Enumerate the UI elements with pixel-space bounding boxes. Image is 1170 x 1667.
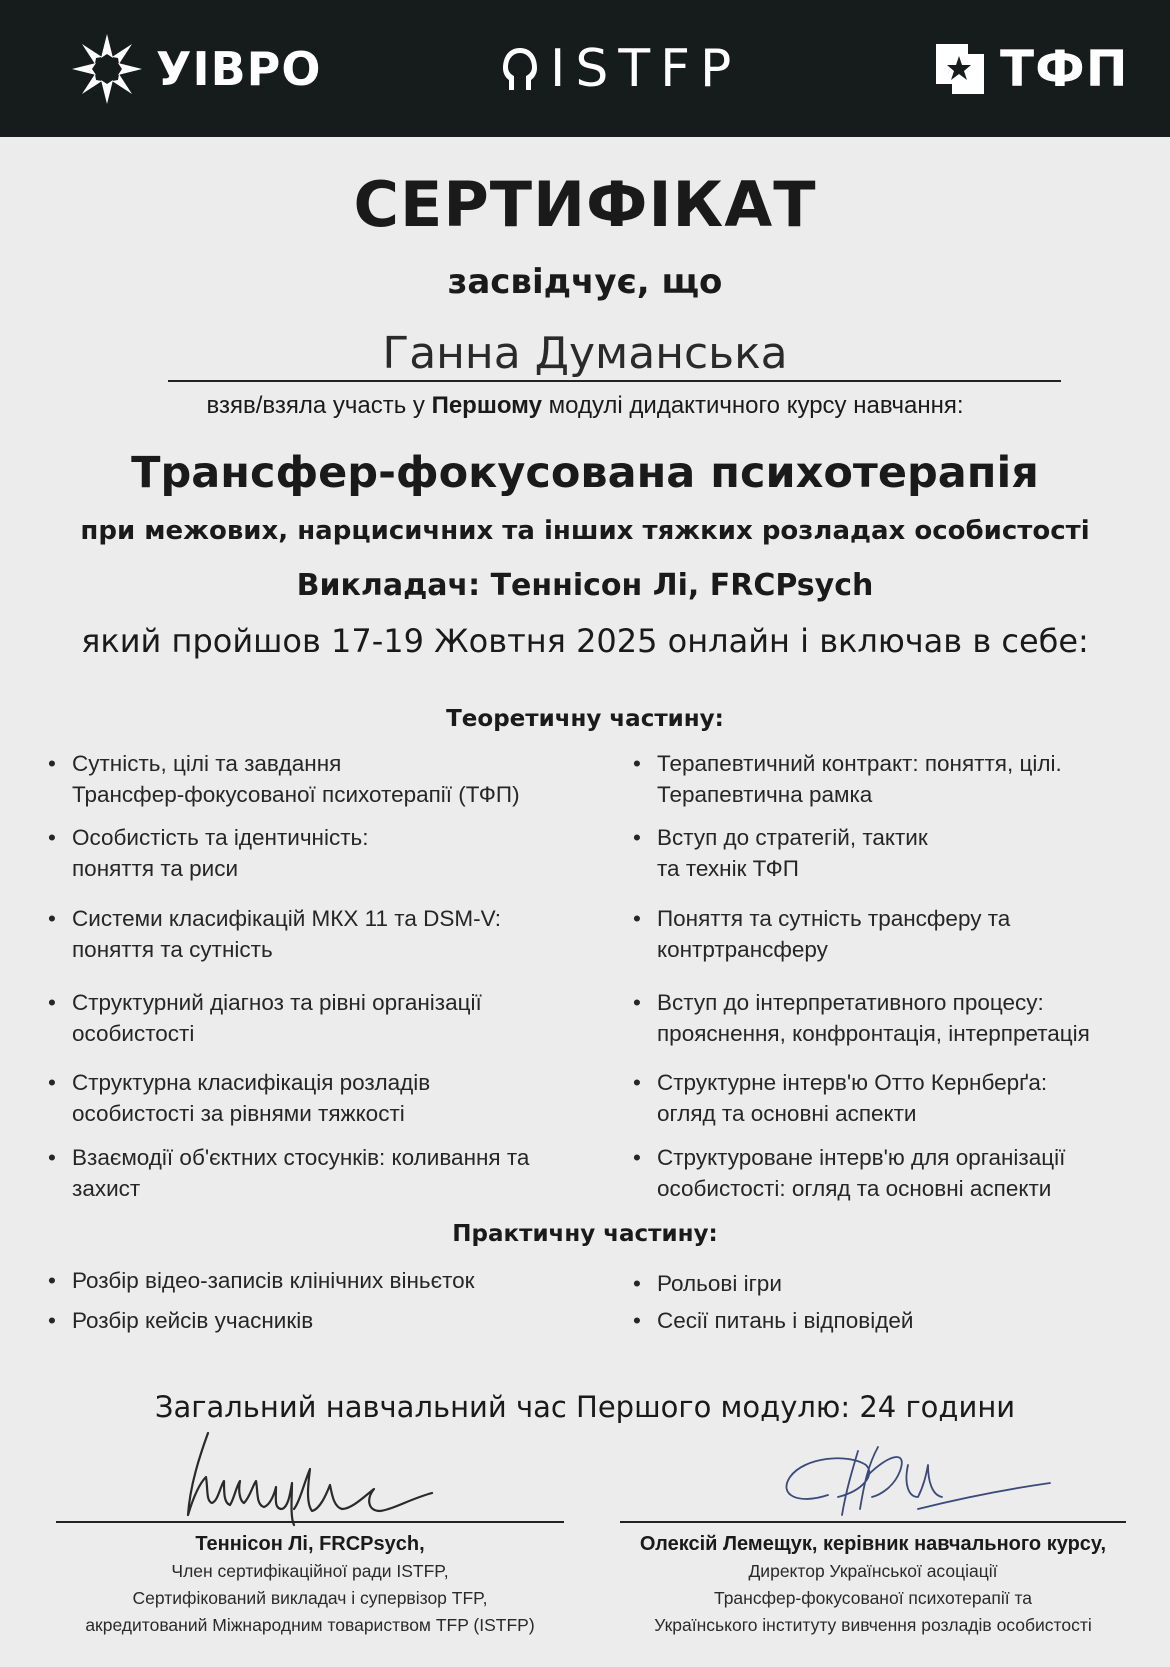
total-hours: Загальний навчальний час Першого модулю: 24 години	[154, 1390, 1016, 1424]
certificate-subtitle: засвідчує, що	[447, 262, 723, 302]
list-item: • Структурна класифікація розладів особистості за рівнями тяжкості	[48, 1067, 430, 1129]
signature-right	[600, 1530, 1146, 1639]
tfp-logo-text: ТФП	[1000, 39, 1129, 98]
recipient-underline	[168, 380, 1061, 382]
list-item: • Вступ до стратегій, тактик та технік ТФП	[633, 822, 928, 884]
list-item: • Структуроване інтерв'ю для організації особистості: огляд та основні аспекти	[633, 1142, 1065, 1204]
signatory-role: Директор Української асоціації	[748, 1561, 998, 1581]
tfp-logo	[928, 0, 1129, 137]
istfp-logo	[500, 0, 741, 137]
tfp-badge-icon	[928, 38, 990, 100]
list-item: • Системи класифікацій МКХ 11 та DSM-V: поняття та сутність	[48, 903, 501, 965]
uivro-logo	[72, 0, 321, 137]
list-item: • Розбір кейсів учасників	[48, 1305, 313, 1336]
uivro-logo-text: УІВРО	[156, 41, 322, 96]
signature-line-right	[620, 1521, 1126, 1523]
list-item: • Взаємодії об'єктних стосунків: коливання та захист	[48, 1142, 529, 1204]
list-item: • Поняття та сутність трансферу та контртрансферу	[633, 903, 1010, 965]
header-bar	[0, 0, 1170, 137]
list-item: • Особистість та ідентичність: поняття та риси	[48, 822, 369, 884]
signature-line-left	[56, 1521, 564, 1523]
list-item: • Структурне інтерв'ю Отто Кернберґа: огляд та основні аспекти	[633, 1067, 1047, 1129]
participation-pre: взяв/взяла участь у	[206, 392, 432, 419]
signatory-role: Українського інституту вивчення розладів особистості	[654, 1615, 1092, 1635]
istfp-head-icon	[500, 44, 540, 94]
signature-right-scribble	[768, 1435, 1058, 1525]
istfp-logo-text: ISTFP	[550, 38, 742, 99]
course-dates: який пройшов 17-19 Жовтня 2025 онлайн і включав в себе:	[81, 622, 1089, 660]
teacher-line: Викладач: Теннісон Лі, FRCPsych	[296, 568, 874, 603]
participation-post: модулі дидактичного курсу навчання:	[541, 392, 964, 419]
practice-heading: Практичну частину:	[452, 1221, 718, 1247]
signature-left-scribble	[170, 1425, 440, 1530]
theory-heading: Теоретичну частину:	[446, 706, 724, 732]
uivro-star-icon	[72, 34, 142, 104]
signatory-role: акредитований Міжнародним товариством TFP (ISTFP)	[85, 1615, 535, 1635]
signatory-name: Теннісон Лі, FRCPsych,	[195, 1533, 425, 1555]
list-item: • Сутність, цілі та завдання Трансфер-фокусованої психотерапії (ТФП)	[48, 748, 520, 810]
list-item: • Структурний діагноз та рівні організації особистості	[48, 987, 482, 1049]
course-title: Трансфер-фокусована психотерапія	[131, 448, 1039, 498]
signatory-name: Олексій Лемещук, керівник навчального курсу,	[639, 1533, 1107, 1555]
participation-statement	[0, 392, 1170, 420]
list-item: • Вступ до інтерпретативного процесу: прояснення, конфронтація, інтерпретація	[633, 987, 1090, 1049]
signatory-role: Сертифікований викладач і супервізор TFP,	[132, 1588, 488, 1608]
list-item: • Терапевтичний контракт: поняття, цілі. Терапевтична рамка	[633, 748, 1062, 810]
certificate-title: СЕРТИФІКАТ	[353, 168, 817, 241]
signature-left	[40, 1530, 580, 1639]
course-subtitle: при межових, нарцисичних та інших тяжких розладах особистості	[80, 516, 1090, 546]
list-item: • Розбір відео-записів клінічних віньєток	[48, 1265, 474, 1296]
recipient-name: Ганна Думанська	[382, 328, 788, 379]
list-item: • Рольові ігри	[633, 1268, 782, 1299]
signatory-role: Трансфер-фокусованої психотерапії та	[713, 1588, 1032, 1608]
signatory-role: Член сертифікаційної ради ISTFP,	[171, 1561, 449, 1581]
participation-module: Першому	[431, 392, 542, 419]
list-item: • Сесії питань і відповідей	[633, 1305, 913, 1336]
